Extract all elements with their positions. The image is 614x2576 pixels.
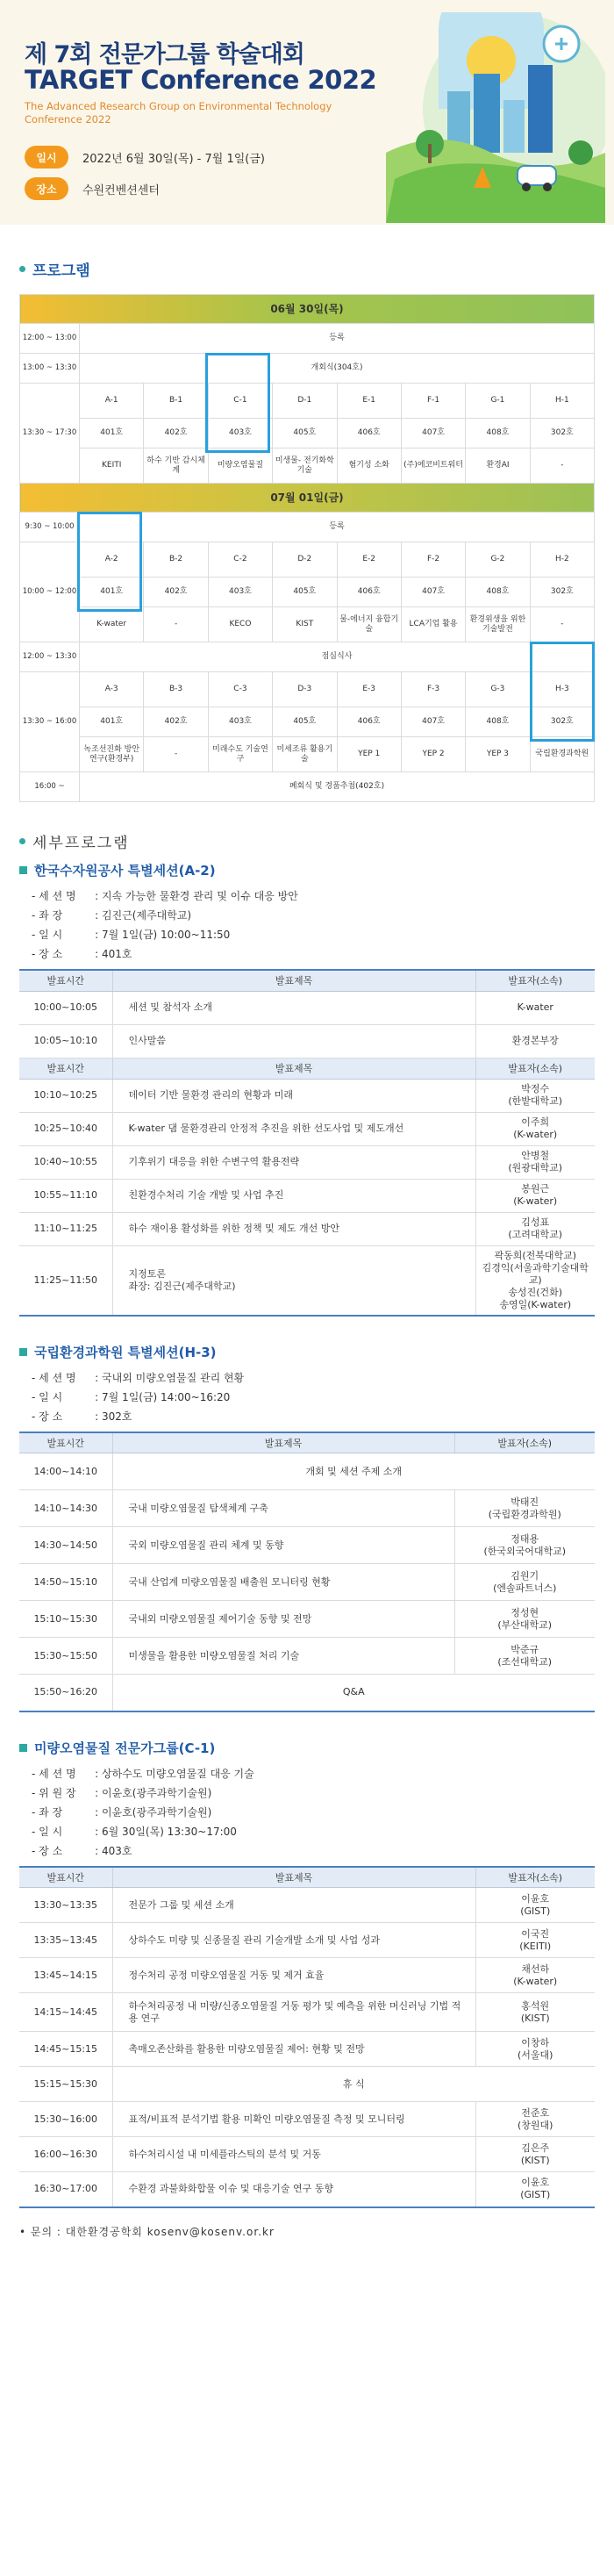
info-line: - 세 션 명 : 상하수도 미량오염물질 대응 기술 xyxy=(32,1767,254,1780)
session-topic: YEP 1 xyxy=(337,737,401,772)
header-title: 발표제목 xyxy=(112,1432,454,1453)
session-topic: - xyxy=(144,737,208,772)
day1-header-row xyxy=(20,295,595,324)
session3-table xyxy=(19,1866,595,2208)
eco-city-illustration-icon xyxy=(386,12,605,223)
session-room: 402호 xyxy=(144,707,208,737)
day2-header-row xyxy=(20,484,595,513)
contact-footer: • 문의 : 대한환경공학회 kosenv@kosenv.or.kr xyxy=(19,2225,275,2238)
table-row: 13:35~13:45 상하수도 미량 및 신종물질 관리 기술개발 소개 및 사업 성과 이국진 (KEITI) xyxy=(19,1923,595,1958)
session-code: H-1 xyxy=(530,384,594,419)
session-topic: KIST xyxy=(273,607,337,642)
table-row: 14:50~15:10 국내 산업계 미량오염물질 배출원 모니터링 현황 김원기 (엔솔파트너스) xyxy=(19,1564,595,1601)
session-code: C-2 xyxy=(208,542,272,578)
session-room: 408호 xyxy=(466,707,530,737)
table-row: 10:55~11:10 친환경수처리 기술 개발 및 사업 추진 봉원근 (K-water) xyxy=(19,1179,595,1212)
session-code: D-2 xyxy=(273,542,337,578)
session-code: E-3 xyxy=(337,672,401,707)
session-code: A-2 xyxy=(80,542,144,578)
session-room: 302호 xyxy=(530,707,594,737)
date-value: 2022년 6월 30일(목) - 7월 1일(금) xyxy=(82,152,265,166)
time-cell: 13:00 ~ 13:30 xyxy=(20,354,80,384)
bullet-dot-icon xyxy=(19,838,25,844)
session-topic: 녹조선진화 방안 연구(환경부) xyxy=(80,737,144,772)
session-topic: 국립환경과학원 xyxy=(530,737,594,772)
session-topic: 물-에너지 융합기술 xyxy=(337,607,401,642)
table-row: 14:15~14:45 하수처리공정 내 미량/신종오염물질 거동 평가 및 예측을 위한 머신러닝 기법 적용 연구 홍석원 (KIST) xyxy=(19,1993,595,2032)
place-value: 수원컨벤션센터 xyxy=(82,183,160,197)
session-topic: 환경AI xyxy=(466,448,530,484)
session-room: 407호 xyxy=(401,707,465,737)
session-room: 403호 xyxy=(208,578,272,607)
session-code: B-1 xyxy=(144,384,208,419)
day2-label: 07월 01일(금) xyxy=(20,484,595,513)
header-time: 발표시간 xyxy=(19,1432,112,1453)
time-cell: 9:30 ~ 10:00 xyxy=(20,513,80,542)
date-row xyxy=(25,146,265,169)
session-topic: YEP 2 xyxy=(401,737,465,772)
session-topic: 미래수도 기술연구 xyxy=(208,737,272,772)
session-code: C-1 xyxy=(208,384,272,419)
table-row: 14:10~14:30 국내 미량오염물질 탐색체계 구축 박태진 (국립환경과학원) xyxy=(19,1490,595,1527)
session-room: 407호 xyxy=(401,578,465,607)
square-bullet-icon xyxy=(19,866,27,874)
table-row: 16:30~17:00 수환경 과불화화합물 이슈 및 대응기술 연구 동향 이윤호 (GIST) xyxy=(19,2172,595,2207)
session-topic: - xyxy=(530,607,594,642)
header-time: 발표시간 xyxy=(19,1867,112,1888)
table-row: 14:45~15:15 촉매오존산화를 활용한 미량오염물질 제어: 현황 및 전망 이창하 (서울대) xyxy=(19,2032,595,2067)
registration-cell: 등록 xyxy=(80,513,595,542)
time-cell: 13:30 ~ 17:30 xyxy=(20,384,80,484)
place-label-badge: 장소 xyxy=(25,177,68,200)
session-code: B-3 xyxy=(144,672,208,707)
session-topic: 미세조류 활용기술 xyxy=(273,737,337,772)
session-code: A-1 xyxy=(80,384,144,419)
header-speaker: 발표자(소속) xyxy=(475,1867,595,1888)
session-code: F-2 xyxy=(401,542,465,578)
session-topic: KEITI xyxy=(80,448,144,484)
session-code: H-3 xyxy=(530,672,594,707)
session-code: F-3 xyxy=(401,672,465,707)
header-title: 발표제목 xyxy=(112,1867,475,1888)
opening-ceremony-cell: 개회식(304호) xyxy=(80,354,595,384)
session-room: 406호 xyxy=(337,578,401,607)
info-line: - 세 션 명 : 국내외 미량오염물질 관리 현황 xyxy=(32,1371,245,1384)
table-row: 15:50~16:20 Q&A xyxy=(19,1675,595,1711)
table-row: 10:10~10:25 데이터 기반 물환경 관리의 현황과 미래 박정수 (한밭대학교) xyxy=(19,1079,595,1112)
session-code: D-3 xyxy=(273,672,337,707)
header-time: 발표시간 xyxy=(19,1058,112,1079)
session-room: 405호 xyxy=(273,419,337,448)
table-row: 16:00~16:30 하수처리시설 내 미세플라스틱의 분석 및 거동 김은주 (KIST) xyxy=(19,2137,595,2172)
session-topic: 하수 기반 감시체계 xyxy=(144,448,208,484)
session-room: 407호 xyxy=(401,419,465,448)
session-topic: K-water xyxy=(80,607,144,642)
square-bullet-icon xyxy=(19,1348,27,1356)
session1-info xyxy=(32,886,614,964)
program-section-title: 프로그램 xyxy=(19,258,614,280)
closing-ceremony-cell: 폐회식 및 경품추첨(402호) xyxy=(80,772,595,802)
info-line: - 좌 장 : 김진근(제주대학교) xyxy=(32,909,192,922)
session-room: 402호 xyxy=(144,419,208,448)
session2-title: 국립환경과학원 특별세션(H-3) xyxy=(19,1343,614,1361)
header-title: 발표제목 xyxy=(112,1058,475,1079)
session-topic: - xyxy=(144,607,208,642)
session-code: B-2 xyxy=(144,542,208,578)
session1-table xyxy=(19,969,595,1317)
info-line: - 일 시 : 6월 30일(목) 13:30~17:00 xyxy=(32,1825,237,1838)
session-room: 405호 xyxy=(273,578,337,607)
header-speaker: 발표자(소속) xyxy=(454,1432,595,1453)
table-row: 15:10~15:30 국내외 미량오염물질 제어기술 동향 및 전망 정성현 (부산대학교) xyxy=(19,1601,595,1638)
table-row: 14:00~14:10 개회 및 세션 주제 소개 xyxy=(19,1453,595,1490)
table-row: 11:25~11:50 지정토론 좌장: 김진근(제주대학교) 곽동희(전북대학교) 김경익(서울과학기술대학교) 송성진(건화) 송영일(K-water) xyxy=(19,1245,595,1316)
session-code: D-1 xyxy=(273,384,337,419)
conference-title-english: TARGET Conference 2022 xyxy=(25,65,377,95)
time-cell: 12:00 ~ 13:00 xyxy=(20,324,80,354)
table-row: 13:45~14:15 정수처리 공정 미량오염물질 거동 및 제거 효율 채선하 (K-water) xyxy=(19,1958,595,1993)
info-line: - 장 소 : 302호 xyxy=(32,1410,132,1423)
session-code: E-1 xyxy=(337,384,401,419)
header-speaker: 발표자(소속) xyxy=(475,1058,595,1079)
date-label-badge: 일시 xyxy=(25,146,68,169)
session-topic: KECO xyxy=(208,607,272,642)
info-line: - 일 시 : 7월 1일(금) 10:00~11:50 xyxy=(32,929,231,941)
table-row: 11:10~11:25 하수 재이용 활성화를 위한 정책 및 제도 개선 방안 김성표 (고려대학교) xyxy=(19,1212,595,1245)
session-room: 405호 xyxy=(273,707,337,737)
session-topic: LCA기업 활용 xyxy=(401,607,465,642)
session-topic: 혐기성 소화 xyxy=(337,448,401,484)
session-code: H-2 xyxy=(530,542,594,578)
bullet-dot-icon xyxy=(19,266,25,272)
session-topic: - xyxy=(530,448,594,484)
header-speaker: 발표자(소속) xyxy=(475,970,595,991)
table-row: 10:00~10:05 세션 및 참석자 소개 K-water xyxy=(19,991,595,1024)
square-bullet-icon xyxy=(19,1744,27,1752)
session-room: 302호 xyxy=(530,419,594,448)
session-topic: 환경위생을 위한 기술발전 xyxy=(466,607,530,642)
conference-title-korean: 제 7회 전문가그룹 학술대회 xyxy=(25,41,304,68)
header-time: 발표시간 xyxy=(19,970,112,991)
session-code: A-3 xyxy=(80,672,144,707)
program-table xyxy=(19,294,595,802)
info-line: - 위 원 장 : 이윤호(광주과학기술원) xyxy=(32,1786,212,1799)
session-topic: 미생물- 전기화학기술 xyxy=(273,448,337,484)
session-code: G-2 xyxy=(466,542,530,578)
day1-label: 06월 30일(목) xyxy=(20,295,595,324)
session2-table xyxy=(19,1432,595,1712)
session2-info xyxy=(32,1368,614,1426)
session-room: 406호 xyxy=(337,419,401,448)
table-row: 10:25~10:40 K-water 댐 물환경관리 안정적 추진을 위한 선도사업 및 제도개선 이주희 (K-water) xyxy=(19,1112,595,1145)
session-code: E-2 xyxy=(337,542,401,578)
place-row xyxy=(25,177,160,200)
table-row: 10:40~10:55 기후위기 대응을 위한 수변구역 활용전략 안병철 (원광대학교) xyxy=(19,1145,595,1179)
conference-subtitle: The Advanced Research Group on Environmental Technology Conference 2022 xyxy=(25,100,332,126)
info-line: - 장 소 : 403호 xyxy=(32,1844,132,1857)
session-topic: 미량오염물질 xyxy=(208,448,272,484)
session-room: 402호 xyxy=(144,578,208,607)
table-row: 15:30~15:50 미생물을 활용한 미량오염물질 처리 기술 박준규 (조선대학교) xyxy=(19,1638,595,1675)
session-room: 408호 xyxy=(466,578,530,607)
session-room: 406호 xyxy=(337,707,401,737)
session-topic: YEP 3 xyxy=(466,737,530,772)
session-code: F-1 xyxy=(401,384,465,419)
table-row: 15:30~16:00 표적/비표적 분석기법 활용 미확인 미량오염물질 측정 및 모니터링 전준호 (창원대) xyxy=(19,2102,595,2137)
session3-title: 미량오염물질 전문가그룹(C-1) xyxy=(19,1739,614,1757)
session-topic: (주)에코비트워터 xyxy=(401,448,465,484)
program-table-wrapper xyxy=(19,294,595,802)
table-row: 15:15~15:30 휴 식 xyxy=(19,2067,595,2102)
table-row: 13:30~13:35 전문가 그룹 및 세션 소개 이윤호 (GIST) xyxy=(19,1888,595,1923)
session-room: 401호 xyxy=(80,707,144,737)
session-room: 401호 xyxy=(80,578,144,607)
session-room: 408호 xyxy=(466,419,530,448)
registration-cell: 등록 xyxy=(80,324,595,354)
info-line: - 장 소 : 401호 xyxy=(32,948,132,960)
info-line: - 좌 장 : 이윤호(광주과학기술원) xyxy=(32,1805,212,1819)
time-cell: 16:00 ~ xyxy=(20,772,80,802)
session-room: 302호 xyxy=(530,578,594,607)
session-code: G-1 xyxy=(466,384,530,419)
session3-info xyxy=(32,1764,614,1861)
session-room: 401호 xyxy=(80,419,144,448)
time-cell: 12:00 ~ 13:30 xyxy=(20,642,80,672)
session1-title: 한국수자원공사 특별세션(A-2) xyxy=(19,861,614,879)
session-room: 403호 xyxy=(208,419,272,448)
info-line: - 세 션 명 : 지속 가능한 물환경 관리 및 이슈 대응 방안 xyxy=(32,890,298,902)
header-banner xyxy=(0,0,614,225)
session-room: 403호 xyxy=(208,707,272,737)
table-row: 10:05~10:10 인사말씀 환경본부장 xyxy=(19,1024,595,1058)
session-code: C-3 xyxy=(208,672,272,707)
detail-section-title: 세부프로그램 xyxy=(19,830,614,852)
info-line: - 일 시 : 7월 1일(금) 14:00~16:20 xyxy=(32,1390,231,1403)
time-cell: 13:30 ~ 16:00 xyxy=(20,672,80,772)
table-row: 14:30~14:50 국외 미량오염물질 관리 체계 및 동향 정태용 (한국외국어대학교) xyxy=(19,1527,595,1564)
header-title: 발표제목 xyxy=(112,970,475,991)
lunch-cell: 점심식사 xyxy=(80,642,595,672)
session-code: G-3 xyxy=(466,672,530,707)
time-cell: 10:00 ~ 12:00 xyxy=(20,542,80,642)
